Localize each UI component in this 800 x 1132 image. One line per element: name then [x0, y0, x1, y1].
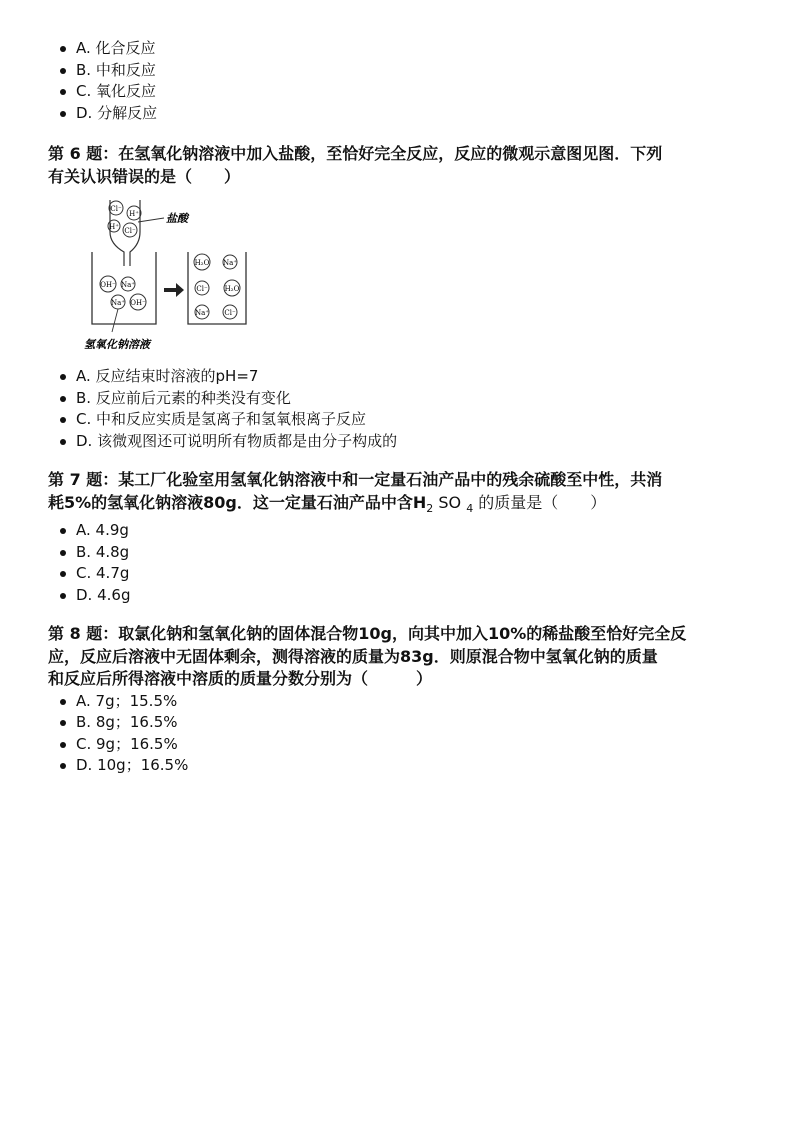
q7-tail: 的质量是（ ）	[473, 492, 607, 512]
hcl-label: 盐酸	[166, 212, 188, 225]
q8-title-line2: 应，反应后溶液中无固体剩余，测得溶液的质量为83g．则原混合物中氢氧化钠的质量	[48, 646, 658, 666]
q6-title-line1: 第 6 题：在氢氧化钠溶液中加入盐酸，至恰好完全反应，反应的微观示意图见图．下列	[48, 144, 663, 163]
question-7	[48, 469, 760, 606]
q7-sub-2: 2	[426, 501, 434, 515]
q7-so: SO	[433, 492, 467, 512]
q5-option-c: C. 氧化反应	[76, 81, 760, 103]
q8-option-a: A. 7g；15.5%	[76, 691, 760, 713]
q8-option-c: C. 9g；16.5%	[76, 734, 760, 756]
q7-option-a: A. 4.9g	[76, 520, 760, 542]
ion-right-2-label: Na⁺	[223, 259, 237, 267]
q5-option-b: B. 中和反应	[76, 60, 760, 82]
q6-option-d: D. 该微观图还可说明所有物质都是由分子构成的	[76, 431, 760, 453]
q8-option-d: D. 10g；16.5%	[76, 755, 760, 777]
q6-option-b: B. 反应前后元素的种类没有变化	[76, 388, 760, 410]
q7-title-line1: 第 7 题：某工厂化验室用氢氧化钠溶液中和一定量石油产品中的残余硫酸至中性，共消	[48, 470, 663, 489]
ion-left-4-label: OH⁻	[130, 299, 146, 307]
q6-micro-diagram	[82, 196, 302, 356]
q8-title-line1: 第 8 题：取氯化钠和氢氧化钠的固体混合物10g，向其中加入10%的稀盐酸至恰好完全反	[48, 624, 687, 644]
question-8	[48, 623, 760, 777]
ion-right-4-label: H₂O	[224, 285, 240, 293]
q7-option-b: B. 4.8g	[76, 542, 760, 564]
q8-option-b: B. 8g；16.5%	[76, 712, 760, 734]
q7-title-text: 耗5%的氢氧化钠溶液80g．这一定量石油产品中含H	[48, 492, 427, 512]
ion-right-6-label: Cl⁻	[224, 309, 236, 317]
ion-top-3-label: H⁺	[109, 223, 119, 231]
question-6	[48, 143, 760, 452]
q6-title-line2: 有关认识错误的是（ ）	[48, 166, 241, 186]
ion-left-2-label: Na⁺	[121, 281, 135, 289]
q7-option-c: C. 4.7g	[76, 563, 760, 585]
q7-title-line2	[48, 492, 760, 521]
ion-right-1-label: H₂O	[194, 259, 210, 267]
q5-option-a: A. 化合反应	[76, 38, 760, 60]
q7-sub-4: 4	[466, 501, 474, 515]
naoh-pointer	[112, 309, 118, 332]
ion-left-1-label: OH⁻	[100, 281, 116, 289]
hcl-pointer	[138, 218, 164, 222]
q6-options	[48, 366, 760, 452]
reaction-diagram-svg	[82, 196, 302, 356]
q8-title-line3: 和反应后所得溶液中溶质的质量分数分别为（ ）	[48, 669, 433, 689]
ion-top-4-label: Cl⁻	[124, 227, 136, 235]
q8-options	[48, 691, 760, 777]
ion-right-5-label: Na⁺	[195, 309, 209, 317]
q7-options	[48, 520, 760, 606]
ion-left-3-label: Na⁺	[111, 299, 125, 307]
q7-option-d: D. 4.6g	[76, 585, 760, 607]
q6-option-a: A. 反应结束时溶液的pH=7	[76, 366, 760, 388]
reaction-arrow-icon	[164, 283, 184, 297]
q5-options	[48, 38, 760, 124]
ion-right-3-label: Cl⁻	[196, 285, 208, 293]
q6-option-c: C. 中和反应实质是氢离子和氢氧根离子反应	[76, 409, 760, 431]
ion-top-2-label: H⁺	[129, 210, 139, 218]
naoh-label: 氢氧化钠溶液	[84, 338, 150, 351]
q5-option-d: D. 分解反应	[76, 103, 760, 125]
ion-top-1-label: Cl⁻	[110, 205, 122, 213]
exam-page	[48, 38, 760, 777]
